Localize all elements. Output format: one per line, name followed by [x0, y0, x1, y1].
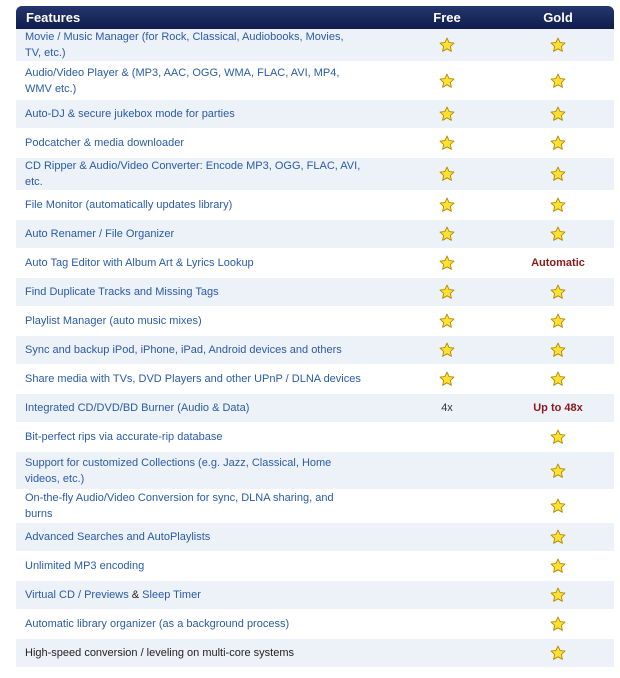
feature-label[interactable]: Auto-DJ & secure jukebox mode for parties — [16, 100, 392, 129]
star-icon — [550, 166, 566, 182]
feature-label[interactable]: Movie / Music Manager (for Rock, Classical, Audiobooks, Movies, TV, etc.) — [16, 29, 392, 62]
header-free: Free — [392, 6, 502, 29]
gold-cell — [502, 452, 614, 490]
free-cell — [392, 129, 502, 158]
feature-label[interactable]: Sync and backup iPod, iPhone, iPad, Android devices and others — [16, 336, 392, 365]
table-row — [16, 452, 614, 490]
table-row — [16, 307, 614, 336]
free-cell — [392, 29, 502, 62]
gold-cell — [502, 129, 614, 158]
free-cell — [392, 220, 502, 249]
table-row — [16, 365, 614, 394]
star-icon — [550, 529, 566, 545]
feature-label[interactable]: Audio/Video Player & (MP3, AAC, OGG, WMA, FLAC, AVI, MP4, WMV etc.) — [16, 62, 392, 100]
feature-label[interactable]: Advanced Searches and AutoPlaylists — [16, 523, 392, 552]
free-cell — [392, 365, 502, 394]
table-row — [16, 490, 614, 523]
free-cell — [392, 62, 502, 100]
gold-cell — [502, 191, 614, 220]
free-cell — [392, 158, 502, 191]
feature-label[interactable]: Integrated CD/DVD/BD Burner (Audio & Data) — [16, 394, 392, 423]
gold-cell — [502, 158, 614, 191]
star-icon — [550, 558, 566, 574]
star-icon — [439, 284, 455, 300]
star-icon — [439, 106, 455, 122]
star-icon — [550, 313, 566, 329]
free-cell — [392, 523, 502, 552]
feature-label[interactable]: Support for customized Collections (e.g. Jazz, Classical, Home videos, etc.) — [16, 452, 392, 490]
table-row — [16, 552, 614, 581]
gold-cell — [502, 29, 614, 62]
gold-cell — [502, 610, 614, 639]
table-row — [16, 394, 614, 423]
star-icon — [550, 463, 566, 479]
feature-label[interactable]: Auto Tag Editor with Album Art & Lyrics Lookup — [16, 249, 392, 278]
free-cell — [392, 452, 502, 490]
feature-link-virtual-cd[interactable]: Virtual CD / Previews — [25, 589, 129, 601]
table-row — [16, 62, 614, 100]
feature-and: & — [128, 589, 143, 601]
table-row — [16, 523, 614, 552]
table-row — [16, 581, 614, 610]
feature-label[interactable]: Unlimited MP3 encoding — [16, 552, 392, 581]
feature-label: High-speed conversion / leveling on multi-core systems — [16, 639, 392, 668]
value-text: Automatic — [531, 257, 585, 269]
table-row — [16, 29, 614, 62]
table-row — [16, 220, 614, 249]
value-text: Up to 48x — [533, 402, 583, 414]
star-icon — [550, 73, 566, 89]
free-cell — [392, 423, 502, 452]
star-icon — [550, 429, 566, 445]
star-icon — [550, 616, 566, 632]
star-icon — [439, 255, 455, 271]
feature-label[interactable]: CD Ripper & Audio/Video Converter: Encode MP3, OGG, FLAC, AVI, etc. — [16, 158, 392, 191]
gold-cell — [502, 365, 614, 394]
feature-label[interactable]: Playlist Manager (auto music mixes) — [16, 307, 392, 336]
star-icon — [439, 37, 455, 53]
table-row — [16, 249, 614, 278]
free-cell — [392, 490, 502, 523]
feature-label[interactable]: Share media with TVs, DVD Players and other UPnP / DLNA devices — [16, 365, 392, 394]
star-icon — [550, 197, 566, 213]
star-icon — [439, 342, 455, 358]
gold-cell — [502, 336, 614, 365]
gold-cell — [502, 307, 614, 336]
free-cell — [392, 610, 502, 639]
star-icon — [550, 371, 566, 387]
value-text: 4x — [441, 402, 453, 414]
star-icon — [550, 106, 566, 122]
feature-label[interactable]: Bit-perfect rips via accurate-rip database — [16, 423, 392, 452]
free-cell — [392, 552, 502, 581]
feature-label[interactable]: Find Duplicate Tracks and Missing Tags — [16, 278, 392, 307]
star-icon — [439, 313, 455, 329]
feature-label[interactable]: File Monitor (automatically updates library) — [16, 191, 392, 220]
table-row — [16, 100, 614, 129]
gold-cell — [502, 100, 614, 129]
star-icon — [550, 498, 566, 514]
feature-table — [16, 6, 614, 668]
star-icon — [439, 226, 455, 242]
star-icon — [439, 371, 455, 387]
table-row — [16, 423, 614, 452]
star-icon — [550, 284, 566, 300]
gold-cell — [502, 278, 614, 307]
gold-cell — [502, 62, 614, 100]
star-icon — [550, 645, 566, 661]
table-row — [16, 639, 614, 668]
free-cell — [392, 249, 502, 278]
free-cell — [392, 100, 502, 129]
star-icon — [550, 587, 566, 603]
table-row — [16, 336, 614, 365]
star-icon — [550, 135, 566, 151]
header-features: Features — [16, 6, 392, 29]
free-cell — [392, 278, 502, 307]
free-cell — [392, 394, 502, 423]
star-icon — [550, 37, 566, 53]
gold-cell — [502, 490, 614, 523]
free-cell — [392, 581, 502, 610]
gold-cell — [502, 394, 614, 423]
feature-link-sleep-timer[interactable]: Sleep Timer — [142, 589, 201, 601]
free-cell — [392, 336, 502, 365]
star-icon — [439, 135, 455, 151]
gold-cell — [502, 423, 614, 452]
feature-label[interactable]: On-the-fly Audio/Video Conversion for sync, DLNA sharing, and burns — [16, 490, 392, 523]
gold-cell — [502, 552, 614, 581]
feature-label[interactable]: Automatic library organizer (as a background process) — [16, 610, 392, 639]
free-cell — [392, 307, 502, 336]
star-icon — [439, 166, 455, 182]
table-row — [16, 158, 614, 191]
feature-label[interactable]: Auto Renamer / File Organizer — [16, 220, 392, 249]
table-row — [16, 191, 614, 220]
gold-cell — [502, 581, 614, 610]
star-icon — [550, 226, 566, 242]
gold-cell — [502, 639, 614, 668]
feature-label[interactable]: Podcatcher & media downloader — [16, 129, 392, 158]
feature-label — [16, 581, 392, 610]
gold-cell — [502, 249, 614, 278]
star-icon — [439, 73, 455, 89]
gold-cell — [502, 220, 614, 249]
table-header — [16, 6, 614, 29]
star-icon — [550, 342, 566, 358]
header-gold: Gold — [502, 6, 614, 29]
table-row — [16, 278, 614, 307]
feature-comparison — [16, 6, 614, 668]
free-cell — [392, 191, 502, 220]
gold-cell — [502, 523, 614, 552]
table-row — [16, 129, 614, 158]
star-icon — [439, 197, 455, 213]
free-cell — [392, 639, 502, 668]
table-row — [16, 610, 614, 639]
